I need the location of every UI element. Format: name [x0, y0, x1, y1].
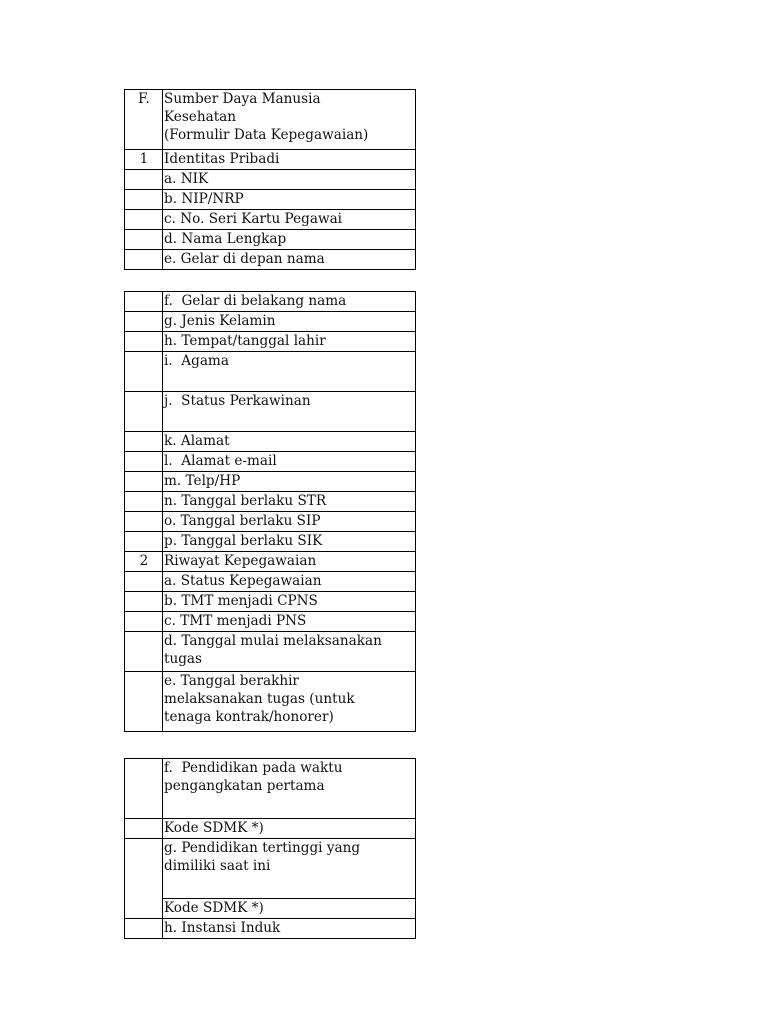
number-cell: [125, 532, 163, 552]
field-label: c. No. Seri Kartu Pegawai: [163, 210, 416, 230]
table-row: [125, 572, 416, 592]
field-label: a. NIK: [163, 170, 416, 190]
number-cell: [125, 332, 163, 352]
table-row: [125, 672, 416, 732]
number-cell: [125, 672, 163, 732]
number-cell: [125, 190, 163, 210]
number-cell: [125, 230, 163, 250]
number-cell: [125, 250, 163, 270]
table-row: [125, 472, 416, 492]
number-cell: [125, 170, 163, 190]
number-cell: [125, 352, 163, 392]
table-row: [125, 612, 416, 632]
field-label: m. Telp/HP: [163, 472, 416, 492]
group-title: Riwayat Kepegawaian: [163, 552, 416, 572]
field-label: i. Agama: [163, 352, 416, 392]
table-row: [125, 452, 416, 472]
table-row: [125, 432, 416, 452]
group-number: 1: [125, 150, 163, 170]
table-row: [125, 352, 416, 392]
form-table-part-1: [124, 89, 416, 270]
field-label: d. Nama Lengkap: [163, 230, 416, 250]
field-label: f. Gelar di belakang nama: [163, 292, 416, 312]
field-label: h. Instansi Induk: [163, 919, 416, 939]
table-row: [125, 190, 416, 210]
number-cell: [125, 210, 163, 230]
number-cell: [125, 632, 163, 672]
table-row: [125, 632, 416, 672]
table-row: [125, 250, 416, 270]
field-label: d. Tanggal mulai melaksanakan tugas: [163, 632, 416, 672]
number-cell: [125, 592, 163, 612]
table-row: [125, 899, 416, 919]
table-row: [125, 170, 416, 190]
section-title: Sumber Daya Manusia Kesehatan (Formulir Data Kepegawaian): [163, 90, 416, 150]
number-cell: [125, 612, 163, 632]
group-header-row: [125, 552, 416, 572]
kode-sdmk-label: Kode SDMK *): [163, 819, 416, 839]
table-row: [125, 392, 416, 432]
table-row: [125, 759, 416, 819]
field-label: n. Tanggal berlaku STR: [163, 492, 416, 512]
field-label: k. Alamat: [163, 432, 416, 452]
number-cell: [125, 432, 163, 452]
number-cell: [125, 759, 163, 819]
group-title: Identitas Pribadi: [163, 150, 416, 170]
field-label: g. Pendidikan tertinggi yang dimiliki saat ini: [163, 839, 416, 899]
field-label: o. Tanggal berlaku SIP: [163, 512, 416, 532]
table-row: [125, 230, 416, 250]
table-row: [125, 492, 416, 512]
field-label: e. Gelar di depan nama: [163, 250, 416, 270]
form-table-part-3: [124, 758, 416, 939]
field-label: g. Jenis Kelamin: [163, 312, 416, 332]
kode-sdmk-label: Kode SDMK *): [163, 899, 416, 919]
table-row: [125, 532, 416, 552]
field-label: a. Status Kepegawaian: [163, 572, 416, 592]
number-cell: [125, 819, 163, 839]
table-row: [125, 819, 416, 839]
number-cell: [125, 839, 163, 919]
table-row: [125, 919, 416, 939]
number-cell: [125, 472, 163, 492]
section-number: F.: [125, 90, 163, 150]
table-row: [125, 592, 416, 612]
field-label: p. Tanggal berlaku SIK: [163, 532, 416, 552]
field-label: h. Tempat/tanggal lahir: [163, 332, 416, 352]
table-row: [125, 332, 416, 352]
number-cell: [125, 292, 163, 312]
field-label: b. NIP/NRP: [163, 190, 416, 210]
number-cell: [125, 492, 163, 512]
table-row: [125, 210, 416, 230]
section-header-row: [125, 90, 416, 150]
form-table-part-2: [124, 291, 416, 732]
number-cell: [125, 452, 163, 472]
field-label: e. Tanggal berakhir melaksanakan tugas (untuk tenaga kontrak/honorer): [163, 672, 416, 732]
field-label: c. TMT menjadi PNS: [163, 612, 416, 632]
number-cell: [125, 512, 163, 532]
field-label: l. Alamat e-mail: [163, 452, 416, 472]
table-row: [125, 839, 416, 899]
table-row: [125, 312, 416, 332]
group-header-row: [125, 150, 416, 170]
field-label: b. TMT menjadi CPNS: [163, 592, 416, 612]
number-cell: [125, 392, 163, 432]
number-cell: [125, 919, 163, 939]
group-number: 2: [125, 552, 163, 572]
number-cell: [125, 312, 163, 332]
table-row: [125, 292, 416, 312]
table-row: [125, 512, 416, 532]
number-cell: [125, 572, 163, 592]
field-label: f. Pendidikan pada waktu pengangkatan pertama: [163, 759, 416, 819]
field-label: j. Status Perkawinan: [163, 392, 416, 432]
